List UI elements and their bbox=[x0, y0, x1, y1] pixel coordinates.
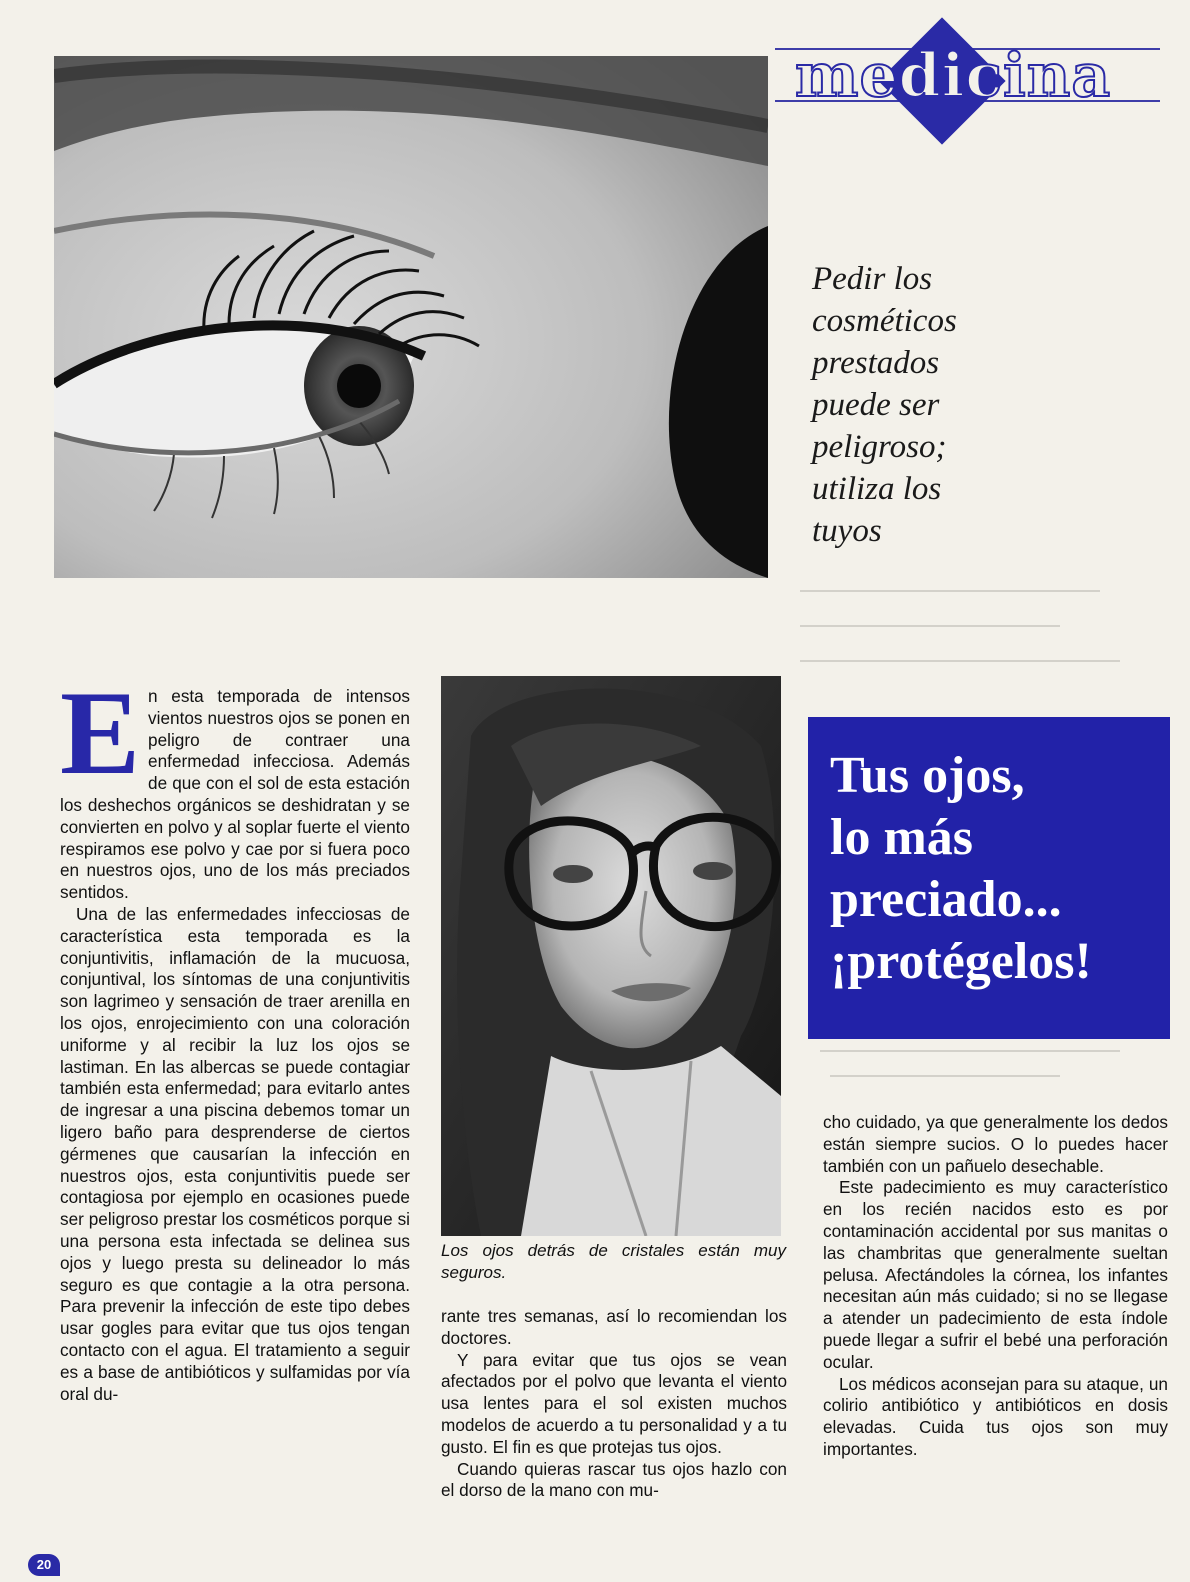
woman-with-glasses-photo bbox=[441, 676, 781, 1236]
section-title: medicina bbox=[795, 41, 1112, 111]
show-through bbox=[820, 1050, 1120, 1052]
pull-quote-line: utiliza los bbox=[812, 471, 942, 507]
headline bbox=[830, 745, 1160, 993]
pull-quote bbox=[812, 258, 1112, 552]
article-paragraph: Cuando quieras rascar tus ojos hazlo con el dorso de la mano con mu- bbox=[441, 1458, 787, 1501]
article-column-2 bbox=[441, 1306, 787, 1502]
eye-closeup-photo bbox=[54, 56, 768, 578]
pull-quote-line: cosméticos bbox=[812, 303, 957, 339]
pull-quote-line: tuyos bbox=[812, 513, 882, 549]
photo-caption: Los ojos detrás de cristales están muy seguros. bbox=[441, 1241, 786, 1282]
pull-quote-line: peligroso; bbox=[812, 429, 947, 465]
paragraph-text: n esta temporada de intensos vientos nuestros ojos se ponen en peligro de contraer una enfermedad infecciosa. Además de que con el sol de esta estación los deshechos orgánicos se deshidratan y se convierten en polvo y al soplar fuerte el viento respiramos ese polvo y cae por si fuera poco en nuestros ojos, uno de los más preciados sentidos. bbox=[60, 686, 410, 903]
show-through bbox=[830, 1075, 1060, 1077]
headline-line: ¡protégelos! bbox=[830, 933, 1092, 990]
article-paragraph: Los médicos aconsejan para su ataque, un colirio antibiótico y antibióticos en dosis elevadas. Cuida tus ojos son muy importantes. bbox=[823, 1373, 1168, 1459]
section-header bbox=[775, 8, 1175, 153]
pull-quote-line: Pedir los bbox=[812, 261, 933, 297]
headline-line: preciado... bbox=[830, 871, 1062, 928]
article-paragraph: rante tres semanas, así lo recomiendan los doctores. bbox=[441, 1306, 787, 1348]
show-through bbox=[800, 625, 1060, 627]
pull-quote-line: prestados bbox=[812, 345, 940, 381]
article-paragraph: Una de las enfermedades infecciosas de característica esta temporada es la conjuntivitis, inflamación de la mucuosa, conjuntival, los síntomas de una conjuntivitis son lagrimeo y sensación de traer arenilla en los ojos, enrojecimiento con una coloración uniforme y al recibir la luz los ojos se lastiman. En las albercas se puede contagiar también esta enfermedad; para evitarlo antes de ingresar a una piscina debemos tomar un ligero baño para desprenderse de ciertos gérmenes que causarían la infección en nuestros ojos, esta conjuntivitis puede ser contagiosa por ejemplo en ocasiones puede ser peligroso prestar los cosméticos porque si una persona esta infectada se delinea sus ojos y luego presta su delineador lo más seguro es que contagie a la otra persona. Para prevenir la infección de este tipo debes usar gogles para evitar que tus ojos tengan contacto con el agua. El tratamiento a seguir es a base de antibióticos y sulfamidas por vía oral du- bbox=[60, 903, 410, 1404]
pull-quote-line: puede ser bbox=[812, 387, 940, 423]
article-column-3 bbox=[823, 1112, 1168, 1461]
article-paragraph: Y para evitar que tus ojos se vean afectados por el polvo que levanta el viento usa lentes para el sol existen muchos modelos de acuerdo a tu personalidad y a tu gusto. El fin es que protejas tus ojos. bbox=[441, 1349, 787, 1457]
article-paragraph: cho cuidado, ya que generalmente los dedos están siempre sucios. O lo puedes hacer también con un pañuelo desechable. bbox=[823, 1112, 1168, 1176]
show-through bbox=[800, 590, 1100, 592]
article-column-1 bbox=[60, 666, 410, 1405]
drop-cap: E bbox=[60, 666, 141, 799]
show-through bbox=[800, 660, 1120, 662]
headline-box bbox=[808, 717, 1170, 1039]
article-paragraph: Este padecimiento es muy característico en los recién nacidos esto es por contaminación accidental por sus manitas o las chambritas que generalmente sueltan pelusa. Afectándoles la córnea, los infantes necesitan aún más cuidado; si no se llegase a atender un padecimiento de esta índole puede llegar a sufrir el bebé una perforación ocular. bbox=[823, 1177, 1168, 1372]
headline-line: lo más bbox=[830, 809, 973, 866]
page-number: 20 bbox=[28, 1554, 60, 1576]
article-paragraph bbox=[60, 666, 410, 904]
headline-line: Tus ojos, bbox=[830, 747, 1025, 804]
